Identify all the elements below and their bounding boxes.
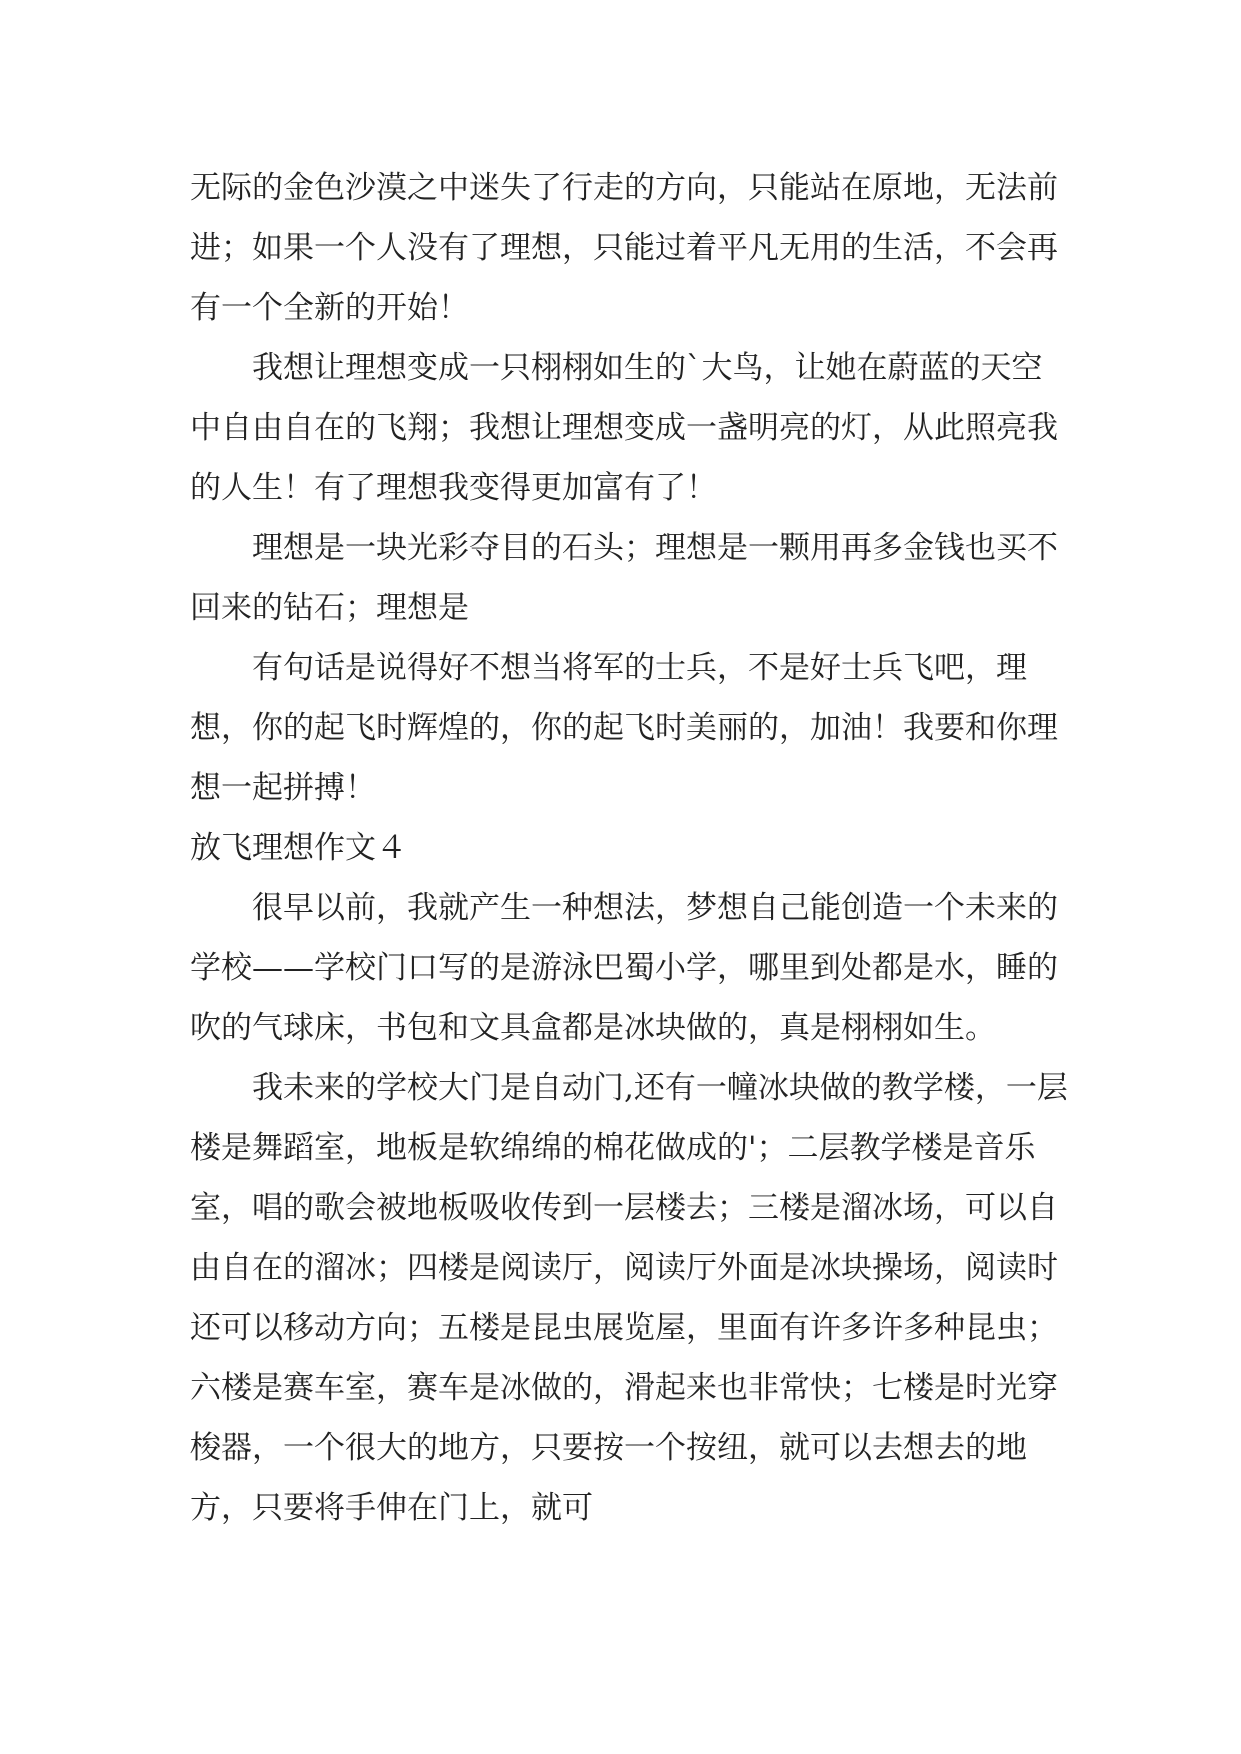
paragraph-continuation: 无际的金色沙漠之中迷失了行走的方向，只能站在原地，无法前进；如果一个人没有了理想，只能过着平凡无用的生活，不会再有一个全新的开始！ bbox=[190, 170, 1058, 326]
paragraph-soldier-saying: 有句话是说得好不想当将军的士兵，不是好士兵飞吧，理想，你的起飞时辉煌的，你的起飞时美丽的，加油！我要和你理想一起拼搏！ bbox=[190, 650, 1058, 806]
paragraph-future-school: 很早以前，我就产生一种想法，梦想自己能创造一个未来的学校——学校门口写的是游泳巴蜀小学，哪里到处都是水，睡的吹的气球床，书包和文具盒都是冰块做的，真是栩栩如生。 bbox=[190, 890, 1058, 1046]
essay-body bbox=[190, 158, 1070, 1538]
paragraph-ideal-bird: 我想让理想变成一只栩栩如生的`大鸟，让她在蔚蓝的天空中自由自在的飞翔；我想让理想变成一盏明亮的灯，从此照亮我的人生！有了理想我变得更加富有了！ bbox=[190, 350, 1058, 506]
paragraph-school-building: 我未来的学校大门是自动门,还有一幢冰块做的教学楼，一层楼是舞蹈室，地板是软绵绵的棉花做成的'；二层教学楼是音乐室，唱的歌会被地板吸收传到一层楼去；三楼是溜冰场，可以自由自在的溜冰；四楼是阅读厅，阅读厅外面是冰块操场，阅读时还可以移动方向；五楼是昆虫展览屋，里面有许多许多种昆虫；六楼是赛车室，赛车是冰做的，滑起来也非常快；七楼是时光穿梭器，一个很大的地方，只要按一个按纽，就可以去想去的地方，只要将手伸在门上，就可 bbox=[190, 1070, 1068, 1526]
section-heading: 放飞理想作文４ bbox=[190, 830, 407, 866]
paragraph-ideal-stone: 理想是一块光彩夺目的石头；理想是一颗用再多金钱也买不回来的钻石；理想是 bbox=[190, 530, 1058, 626]
